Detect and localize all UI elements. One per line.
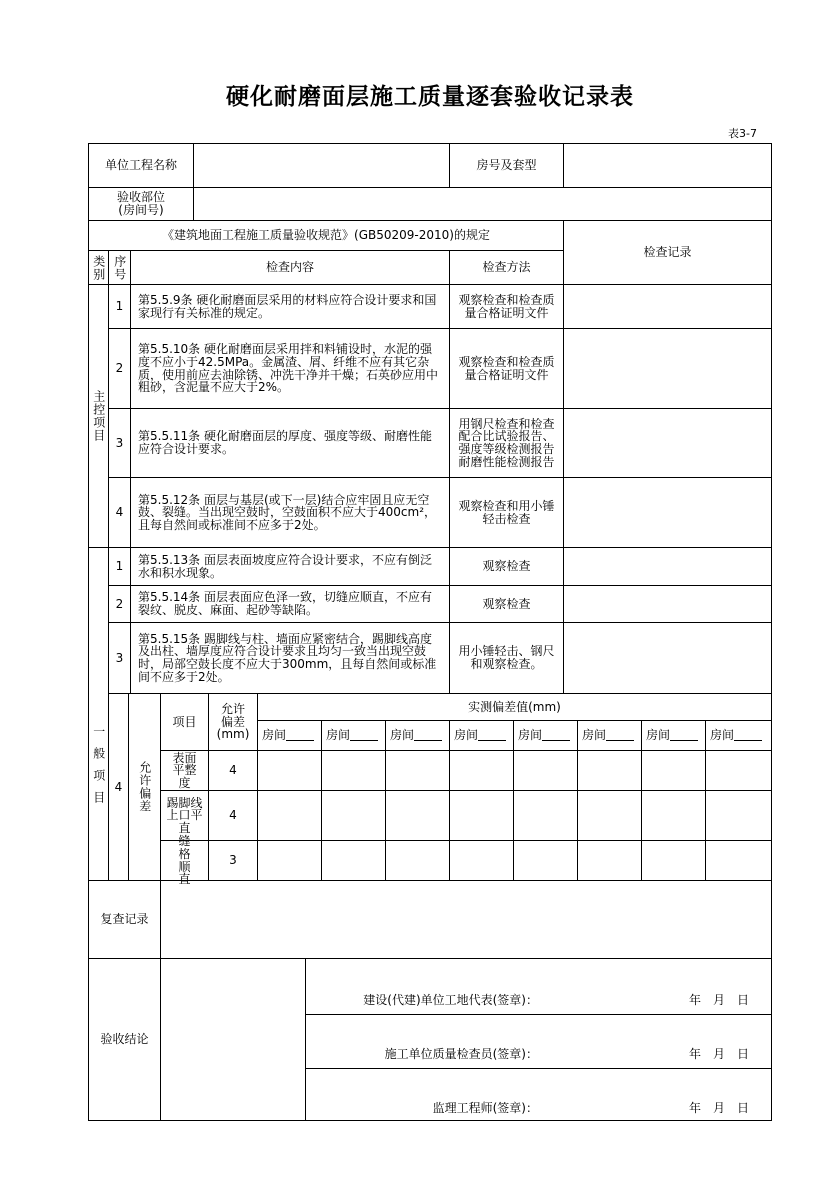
check-method: 用钢尺检查和检查配合比试验报告、强度等级检测报告耐磨性能检测报告 (449, 408, 564, 478)
room-label: 房间 (390, 728, 415, 743)
allowed-deviation-label: 允许偏差 (128, 693, 161, 881)
room-label: 房间 (646, 728, 671, 743)
check-record-field[interactable] (563, 585, 772, 623)
content-header: 检查内容 (130, 250, 450, 285)
signature-date: 年 月 日 (689, 1047, 750, 1061)
check-record-header: 检查记录 (563, 220, 772, 285)
signature-label: 监理工程师(签章)： (432, 1101, 538, 1115)
deviation-item: 缝格顺直 (160, 840, 209, 881)
main-control-label: 主控项目 (88, 284, 109, 548)
measured-value-cell[interactable] (257, 750, 322, 791)
deviation-allow: 4 (208, 750, 258, 791)
signature-date: 年 月 日 (689, 1101, 750, 1115)
measured-value-cell[interactable] (705, 840, 772, 881)
measured-value-cell[interactable] (513, 840, 578, 881)
room-header (449, 720, 514, 751)
room-label: 房间 (262, 728, 287, 743)
category-header: 类别 (88, 250, 109, 285)
seq: 3 (108, 622, 131, 694)
measured-value-cell[interactable] (449, 840, 514, 881)
measured-value-cell[interactable] (385, 840, 450, 881)
room-number-blank[interactable] (350, 730, 378, 741)
seq: 1 (108, 284, 131, 329)
room-header (321, 720, 386, 751)
deviation-allow: 4 (208, 790, 258, 841)
inspection-part-field[interactable] (193, 187, 772, 221)
measured-value-cell[interactable] (257, 790, 322, 841)
measured-value-cell[interactable] (577, 840, 642, 881)
check-method: 用小锤轻击、钢尺和观察检查。 (449, 622, 564, 694)
check-method: 观察检查和检查质量合格证明文件 (449, 328, 564, 409)
spec-reference: 《建筑地面工程施工质量验收规范》(GB50209-2010)的规定 (88, 220, 564, 251)
check-record-field[interactable] (563, 328, 772, 409)
measured-value-cell[interactable] (641, 750, 706, 791)
signature-label: 建设(代建)单位工地代表(签章)： (363, 993, 538, 1007)
unit-project-field[interactable] (193, 143, 450, 188)
room-header (577, 720, 642, 751)
measured-value-cell[interactable] (577, 790, 642, 841)
measured-value-cell[interactable] (449, 790, 514, 841)
deviation-allow: 3 (208, 840, 258, 881)
review-record-field[interactable] (160, 880, 772, 959)
measured-value-cell[interactable] (705, 750, 772, 791)
review-record-label: 复查记录 (88, 880, 161, 959)
check-method: 观察检查和用小锤轻击检查 (449, 477, 564, 548)
measured-header: 实测偏差值(mm) (257, 693, 772, 721)
check-record-field[interactable] (563, 477, 772, 548)
measured-value-cell[interactable] (321, 750, 386, 791)
room-header (257, 720, 322, 751)
room-label: 房间 (454, 728, 479, 743)
seq: 4 (108, 477, 131, 548)
measured-value-cell[interactable] (513, 790, 578, 841)
conclusion-field[interactable] (160, 958, 306, 1121)
allowed-header: 允许偏差(mm) (208, 693, 258, 751)
deviation-item: 表面平整度 (160, 750, 209, 791)
room-label: 房间 (582, 728, 607, 743)
room-header (513, 720, 578, 751)
form-title: 硬化耐磨面层施工质量逐套验收记录表 (226, 84, 634, 110)
room-label: 房间 (518, 728, 543, 743)
seq: 3 (108, 408, 131, 478)
room-number-blank[interactable] (670, 730, 698, 741)
check-content: 第5.5.10条 硬化耐磨面层采用拌和料铺设时，水泥的强度不应小于42.5MPa。金属渣、屑、纤维不应有其它杂质，使用前应去油除锈、冲洗干净并干燥；石英砂应用中粗砂，含泥量不应大于2%。 (130, 328, 450, 409)
room-type-field[interactable] (563, 143, 772, 188)
room-label: 房间 (326, 728, 351, 743)
measured-value-cell[interactable] (385, 790, 450, 841)
item-header: 项目 (160, 693, 209, 751)
seq: 4 (108, 693, 129, 881)
method-header: 检查方法 (449, 250, 564, 285)
signature-date: 年 月 日 (689, 993, 750, 1007)
seq: 2 (108, 328, 131, 409)
check-record-field[interactable] (563, 408, 772, 478)
measured-value-cell[interactable] (321, 840, 386, 881)
check-content: 第5.5.13条 面层表面坡度应符合设计要求，不应有倒泛水和积水现象。 (130, 547, 450, 586)
room-type-label: 房号及套型 (449, 143, 564, 188)
measured-value-cell[interactable] (641, 790, 706, 841)
unit-project-label: 单位工程名称 (88, 143, 194, 188)
check-content: 第5.5.15条 踢脚线与柱、墙面应紧密结合，踢脚线高度及出柱、墙厚度应符合设计要求且均匀一致当出现空鼓时，局部空鼓长度不应大于300mm，且每自然间或标准间不应多于2处。 (130, 622, 450, 694)
signature-label: 施工单位质量检查员(签章)： (384, 1047, 538, 1061)
check-content: 第5.5.11条 硬化耐磨面层的厚度、强度等级、耐磨性能应符合设计要求。 (130, 408, 450, 478)
room-number-blank[interactable] (414, 730, 442, 741)
check-content: 第5.5.12条 面层与基层(或下一层)结合应牢固且应无空鼓、裂缝。当出现空鼓时，空鼓面积不应大于400cm²，且每自然间或标准间不应多于2处。 (130, 477, 450, 548)
deviation-item: 踢脚线上口平直 (160, 790, 209, 841)
measured-value-cell[interactable] (385, 750, 450, 791)
form-number: 表3-7 (728, 127, 757, 140)
measured-value-cell[interactable] (577, 750, 642, 791)
check-method: 观察检查 (449, 585, 564, 623)
measured-value-cell[interactable] (641, 840, 706, 881)
measured-value-cell[interactable] (705, 790, 772, 841)
room-header (641, 720, 706, 751)
general-items-label: 一般项目 (88, 547, 109, 881)
check-record-field[interactable] (563, 622, 772, 694)
check-content: 第5.5.14条 面层表面应色泽一致，切缝应顺直，不应有裂纹、脱皮、麻面、起砂等缺陷。 (130, 585, 450, 623)
room-header (385, 720, 450, 751)
check-method: 观察检查和检查质量合格证明文件 (449, 284, 564, 329)
room-header (705, 720, 772, 751)
room-number-blank[interactable] (606, 730, 634, 741)
room-number-blank[interactable] (734, 730, 762, 741)
seq: 2 (108, 585, 131, 623)
measured-value-cell[interactable] (513, 750, 578, 791)
room-number-blank[interactable] (542, 730, 570, 741)
check-record-field[interactable] (563, 284, 772, 329)
conclusion-label: 验收结论 (88, 958, 161, 1121)
check-content: 第5.5.9条 硬化耐磨面层采用的材料应符合设计要求和国家现行有关标准的规定。 (130, 284, 450, 329)
room-label: 房间 (710, 728, 735, 743)
inspection-part-label: 验收部位 (房间号) (88, 187, 194, 221)
check-method: 观察检查 (449, 547, 564, 586)
seq: 1 (108, 547, 131, 586)
seq-header: 序号 (108, 250, 131, 285)
measured-value-cell[interactable] (449, 750, 514, 791)
room-number-blank[interactable] (286, 730, 314, 741)
measured-value-cell[interactable] (257, 840, 322, 881)
room-number-blank[interactable] (478, 730, 506, 741)
check-record-field[interactable] (563, 547, 772, 586)
measured-value-cell[interactable] (321, 790, 386, 841)
